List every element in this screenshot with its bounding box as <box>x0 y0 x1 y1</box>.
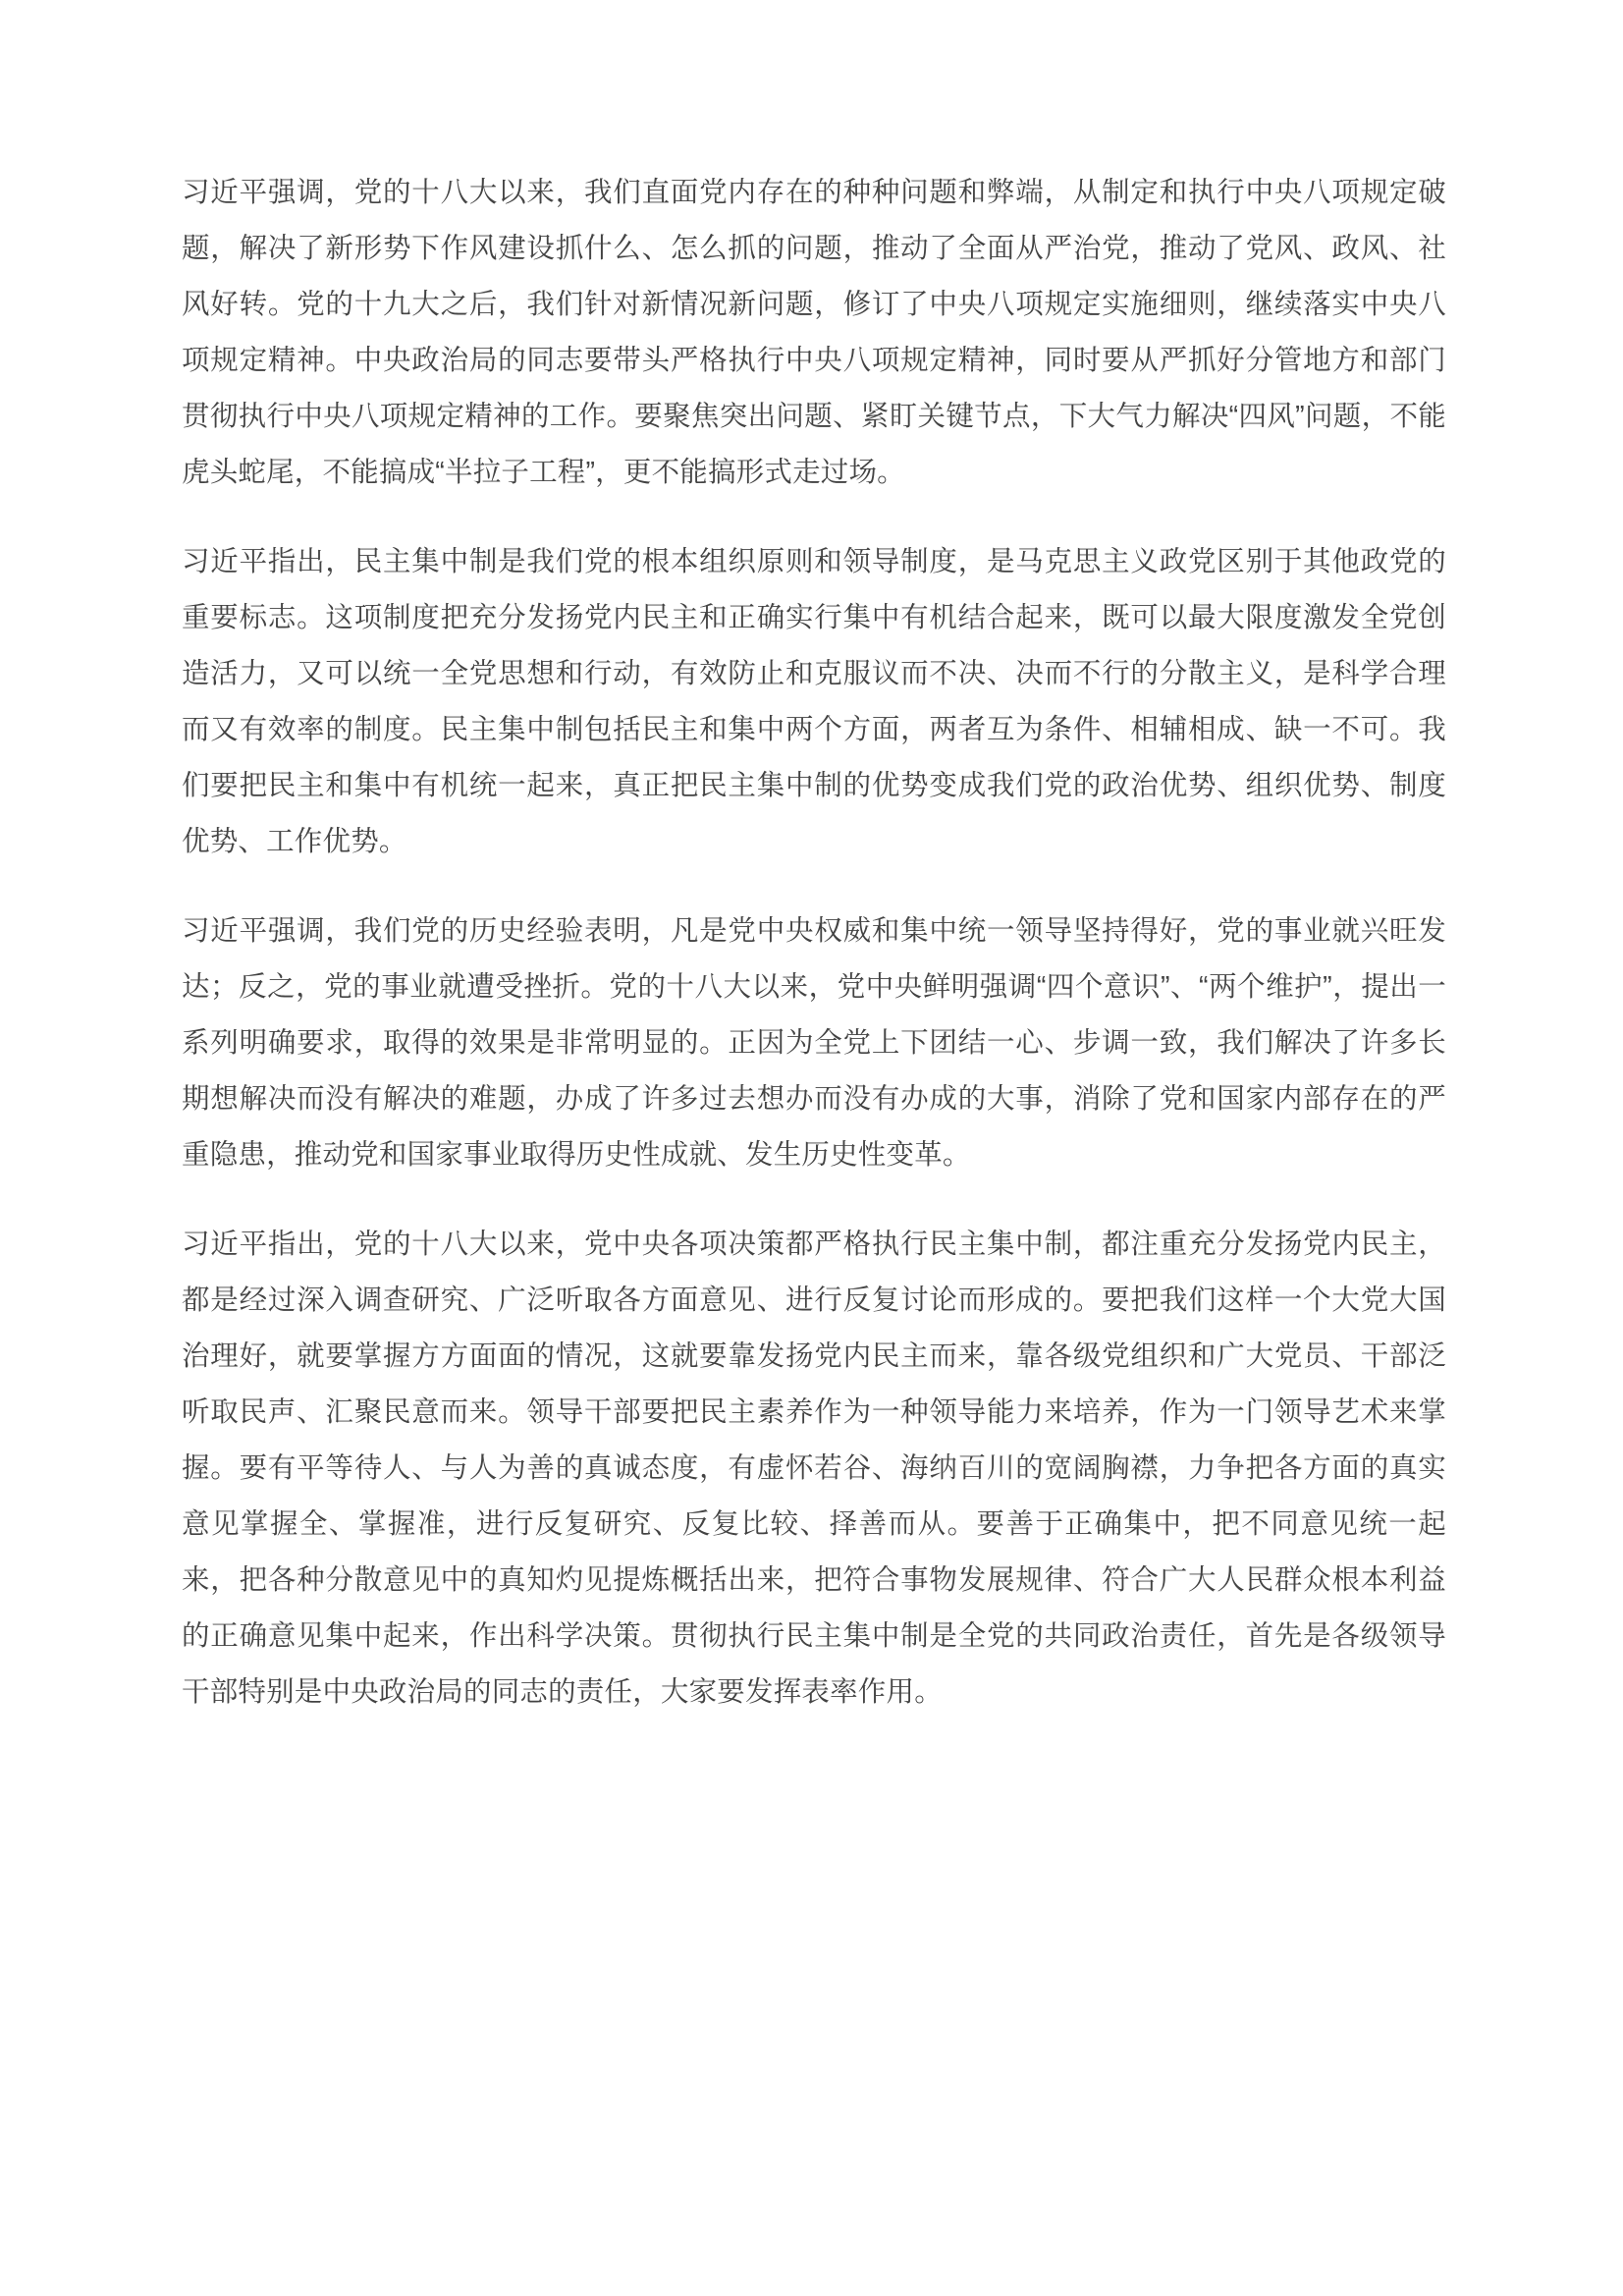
paragraph-4: 习近平指出，党的十八大以来，党中央各项决策都严格执行民主集中制，都注重充分发扬党内民主，都是经过深入调查研究、广泛听取各方面意见、进行反复讨论而形成的。要把我们这样一个大党大国治理好，就要掌握方方面面的情况，这就要靠发扬党内民主而来，靠各级党组织和广大党员、干部泛听取民声、汇聚民意而来。领导干部要把民主素养作为一种领导能力来培养，作为一门领导艺术来掌握。要有平等待人、与人为善的真诚态度，有虚怀若谷、海纳百川的宽阔胸襟，力争把各方面的真实意见掌握全、掌握准，进行反复研究、反复比较、择善而从。要善于正确集中，把不同意见统一起来，把各种分散意见中的真知灼见提炼概括出来，把符合事物发展规律、符合广大人民群众根本利益的正确意见集中起来，作出科学决策。贯彻执行民主集中制是全党的共同政治责任，首先是各级领导干部特别是中央政治局的同志的责任，大家要发挥表率作用。 <box>182 1229 1446 1708</box>
paragraph-2: 习近平指出，民主集中制是我们党的根本组织原则和领导制度，是马克思主义政党区别于其他政党的重要标志。这项制度把充分发扬党内民主和正确实行集中有机结合起来，既可以最大限度激发全党创造活力，又可以统一全党思想和行动，有效防止和克服议而不决、决而不行的分散主义，是科学合理而又有效率的制度。民主集中制包括民主和集中两个方面，两者互为条件、相辅相成、缺一不可。我们要把民主和集中有机统一起来，真正把民主集中制的优势变成我们党的政治优势、组织优势、制度优势、工作优势。 <box>182 546 1446 857</box>
paragraph-1: 习近平强调，党的十八大以来，我们直面党内存在的种种问题和弊端，从制定和执行中央八项规定破题，解决了新形势下作风建设抓什么、怎么抓的问题，推动了全面从严治党，推动了党风、政风、社风好转。党的十九大之后，我们针对新情况新问题，修订了中央八项规定实施细则，继续落实中央八项规定精神。中央政治局的同志要带头严格执行中央八项规定精神，同时要从严抓好分管地方和部门贯彻执行中央八项规定精神的工作。要聚焦突出问题、紧盯关键节点，下大气力解决“四风”问题，不能虎头蛇尾，不能搞成“半拉子工程”，更不能搞形式走过场。 <box>182 177 1446 488</box>
paragraph-3: 习近平强调，我们党的历史经验表明，凡是党中央权威和集中统一领导坚持得好，党的事业就兴旺发达；反之，党的事业就遭受挫折。党的十八大以来，党中央鲜明强调“四个意识”、“两个维护”，提出一系列明确要求，取得的效果是非常明显的。正因为全党上下团结一心、步调一致，我们解决了许多长期想解决而没有解决的难题，办成了许多过去想办而没有办成的大事，消除了党和国家内部存在的严重隐患，推动党和国家事业取得历史性成就、发生历史性变革。 <box>182 915 1446 1171</box>
document-body <box>182 165 1446 1721</box>
